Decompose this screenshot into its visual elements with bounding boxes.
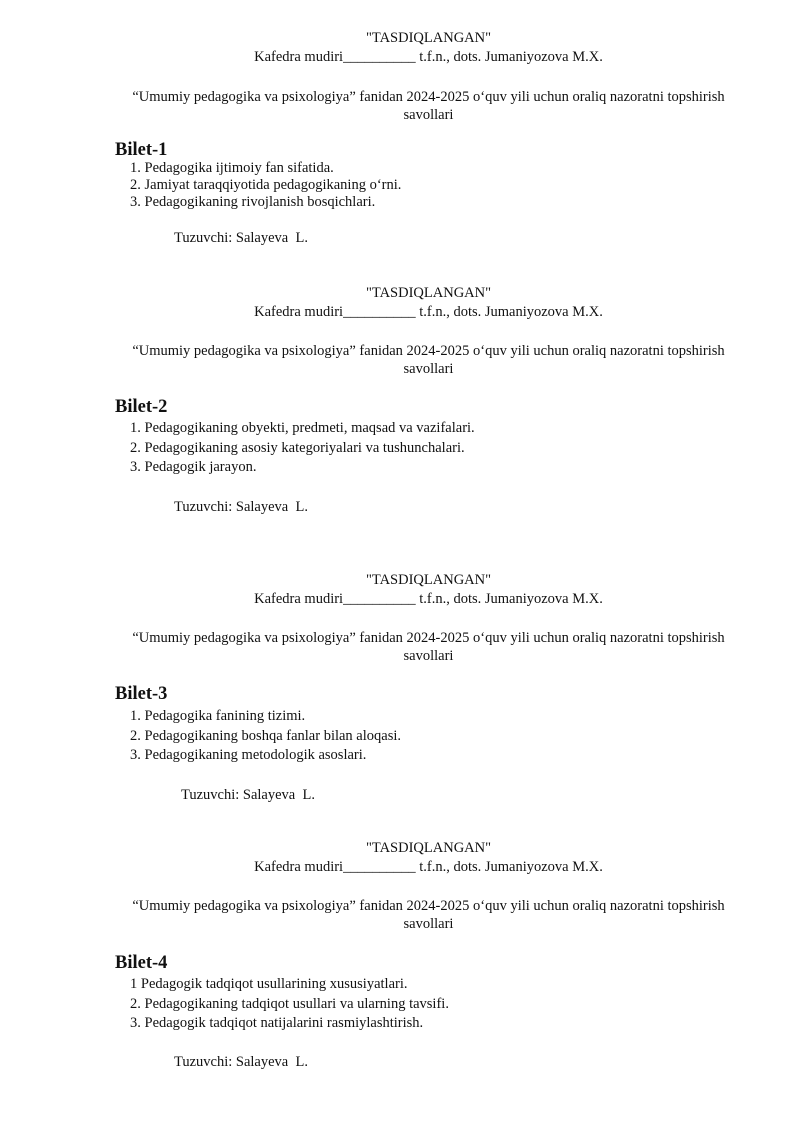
ticket-title: Bilet-1	[115, 140, 168, 160]
subject-line: “Umumiy pedagogika va psixologiya” fanidan 2024-2025 o‘quv yili uchun oraliq nazoratni topshirish savollari	[132, 89, 725, 123]
compiler-line: Tuzuvchi: Salayeva L.	[174, 499, 308, 515]
compiler-line: Tuzuvchi: Salayeva L.	[174, 230, 308, 246]
approved-label: "TASDIQLANGAN"	[365, 572, 492, 588]
question-item: 1. Pedagogika fanining tizimi.	[130, 708, 306, 724]
question-item: 2. Pedagogikaning asosiy kategoriyalari va tushunchalari.	[130, 439, 465, 456]
department-head-line: Kafedra mudiri__________ t.f.n., dots. Jumaniyozova M.X.	[254, 859, 603, 875]
question-list	[130, 975, 449, 1034]
subject-line: “Umumiy pedagogika va psixologiya” fanidan 2024-2025 o‘quv yili uchun oraliq nazoratni topshirish savollari	[132, 630, 725, 664]
question-item: 2. Pedagogikaning boshqa fanlar bilan aloqasi.	[130, 727, 402, 744]
department-head-line: Kafedra mudiri__________ t.f.n., dots. Jumaniyozova M.X.	[254, 304, 603, 320]
ticket-title: Bilet-4	[115, 953, 168, 973]
subject-line: “Umumiy pedagogika va psixologiya” fanidan 2024-2025 o‘quv yili uchun oraliq nazoratni topshirish savollari	[132, 343, 725, 377]
question-item: 3. Pedagogik tadqiqot natijalarini rasmiylashtirish.	[130, 1015, 424, 1031]
ticket-title: Bilet-3	[115, 684, 168, 704]
approved-label: "TASDIQLANGAN"	[365, 285, 492, 301]
question-item: 2. Pedagogikaning tadqiqot usullari va ularning tavsifi.	[130, 995, 449, 1012]
subject-line: “Umumiy pedagogika va psixologiya” fanidan 2024-2025 o‘quv yili uchun oraliq nazoratni topshirish savollari	[132, 898, 725, 932]
approved-label: "TASDIQLANGAN"	[365, 840, 492, 856]
question-item: 1 Pedagogik tadqiqot usullarining xususiyatlari.	[130, 976, 408, 992]
department-head-line: Kafedra mudiri__________ t.f.n., dots. Jumaniyozova M.X.	[254, 49, 603, 65]
question-list	[130, 707, 401, 766]
question-item: 2. Jamiyat taraqqiyotida pedagogikaning o‘rni.	[130, 177, 402, 193]
ticket-title: Bilet-2	[115, 397, 168, 417]
question-item: 3. Pedagogikaning metodologik asoslari.	[130, 747, 367, 763]
question-list	[130, 160, 401, 211]
question-item: 1. Pedagogika ijtimoiy fan sifatida.	[130, 160, 334, 176]
department-head-line: Kafedra mudiri__________ t.f.n., dots. Jumaniyozova M.X.	[254, 591, 603, 607]
question-list	[130, 419, 475, 478]
approved-label: "TASDIQLANGAN"	[365, 30, 492, 46]
question-item: 3. Pedagogik jarayon.	[130, 459, 257, 475]
question-item: 3. Pedagogikaning rivojlanish bosqichlari.	[130, 194, 376, 210]
compiler-line: Tuzuvchi: Salayeva L.	[174, 1054, 308, 1070]
question-item: 1. Pedagogikaning obyekti, predmeti, maqsad va vazifalari.	[130, 420, 475, 436]
compiler-line: Tuzuvchi: Salayeva L.	[181, 787, 315, 803]
